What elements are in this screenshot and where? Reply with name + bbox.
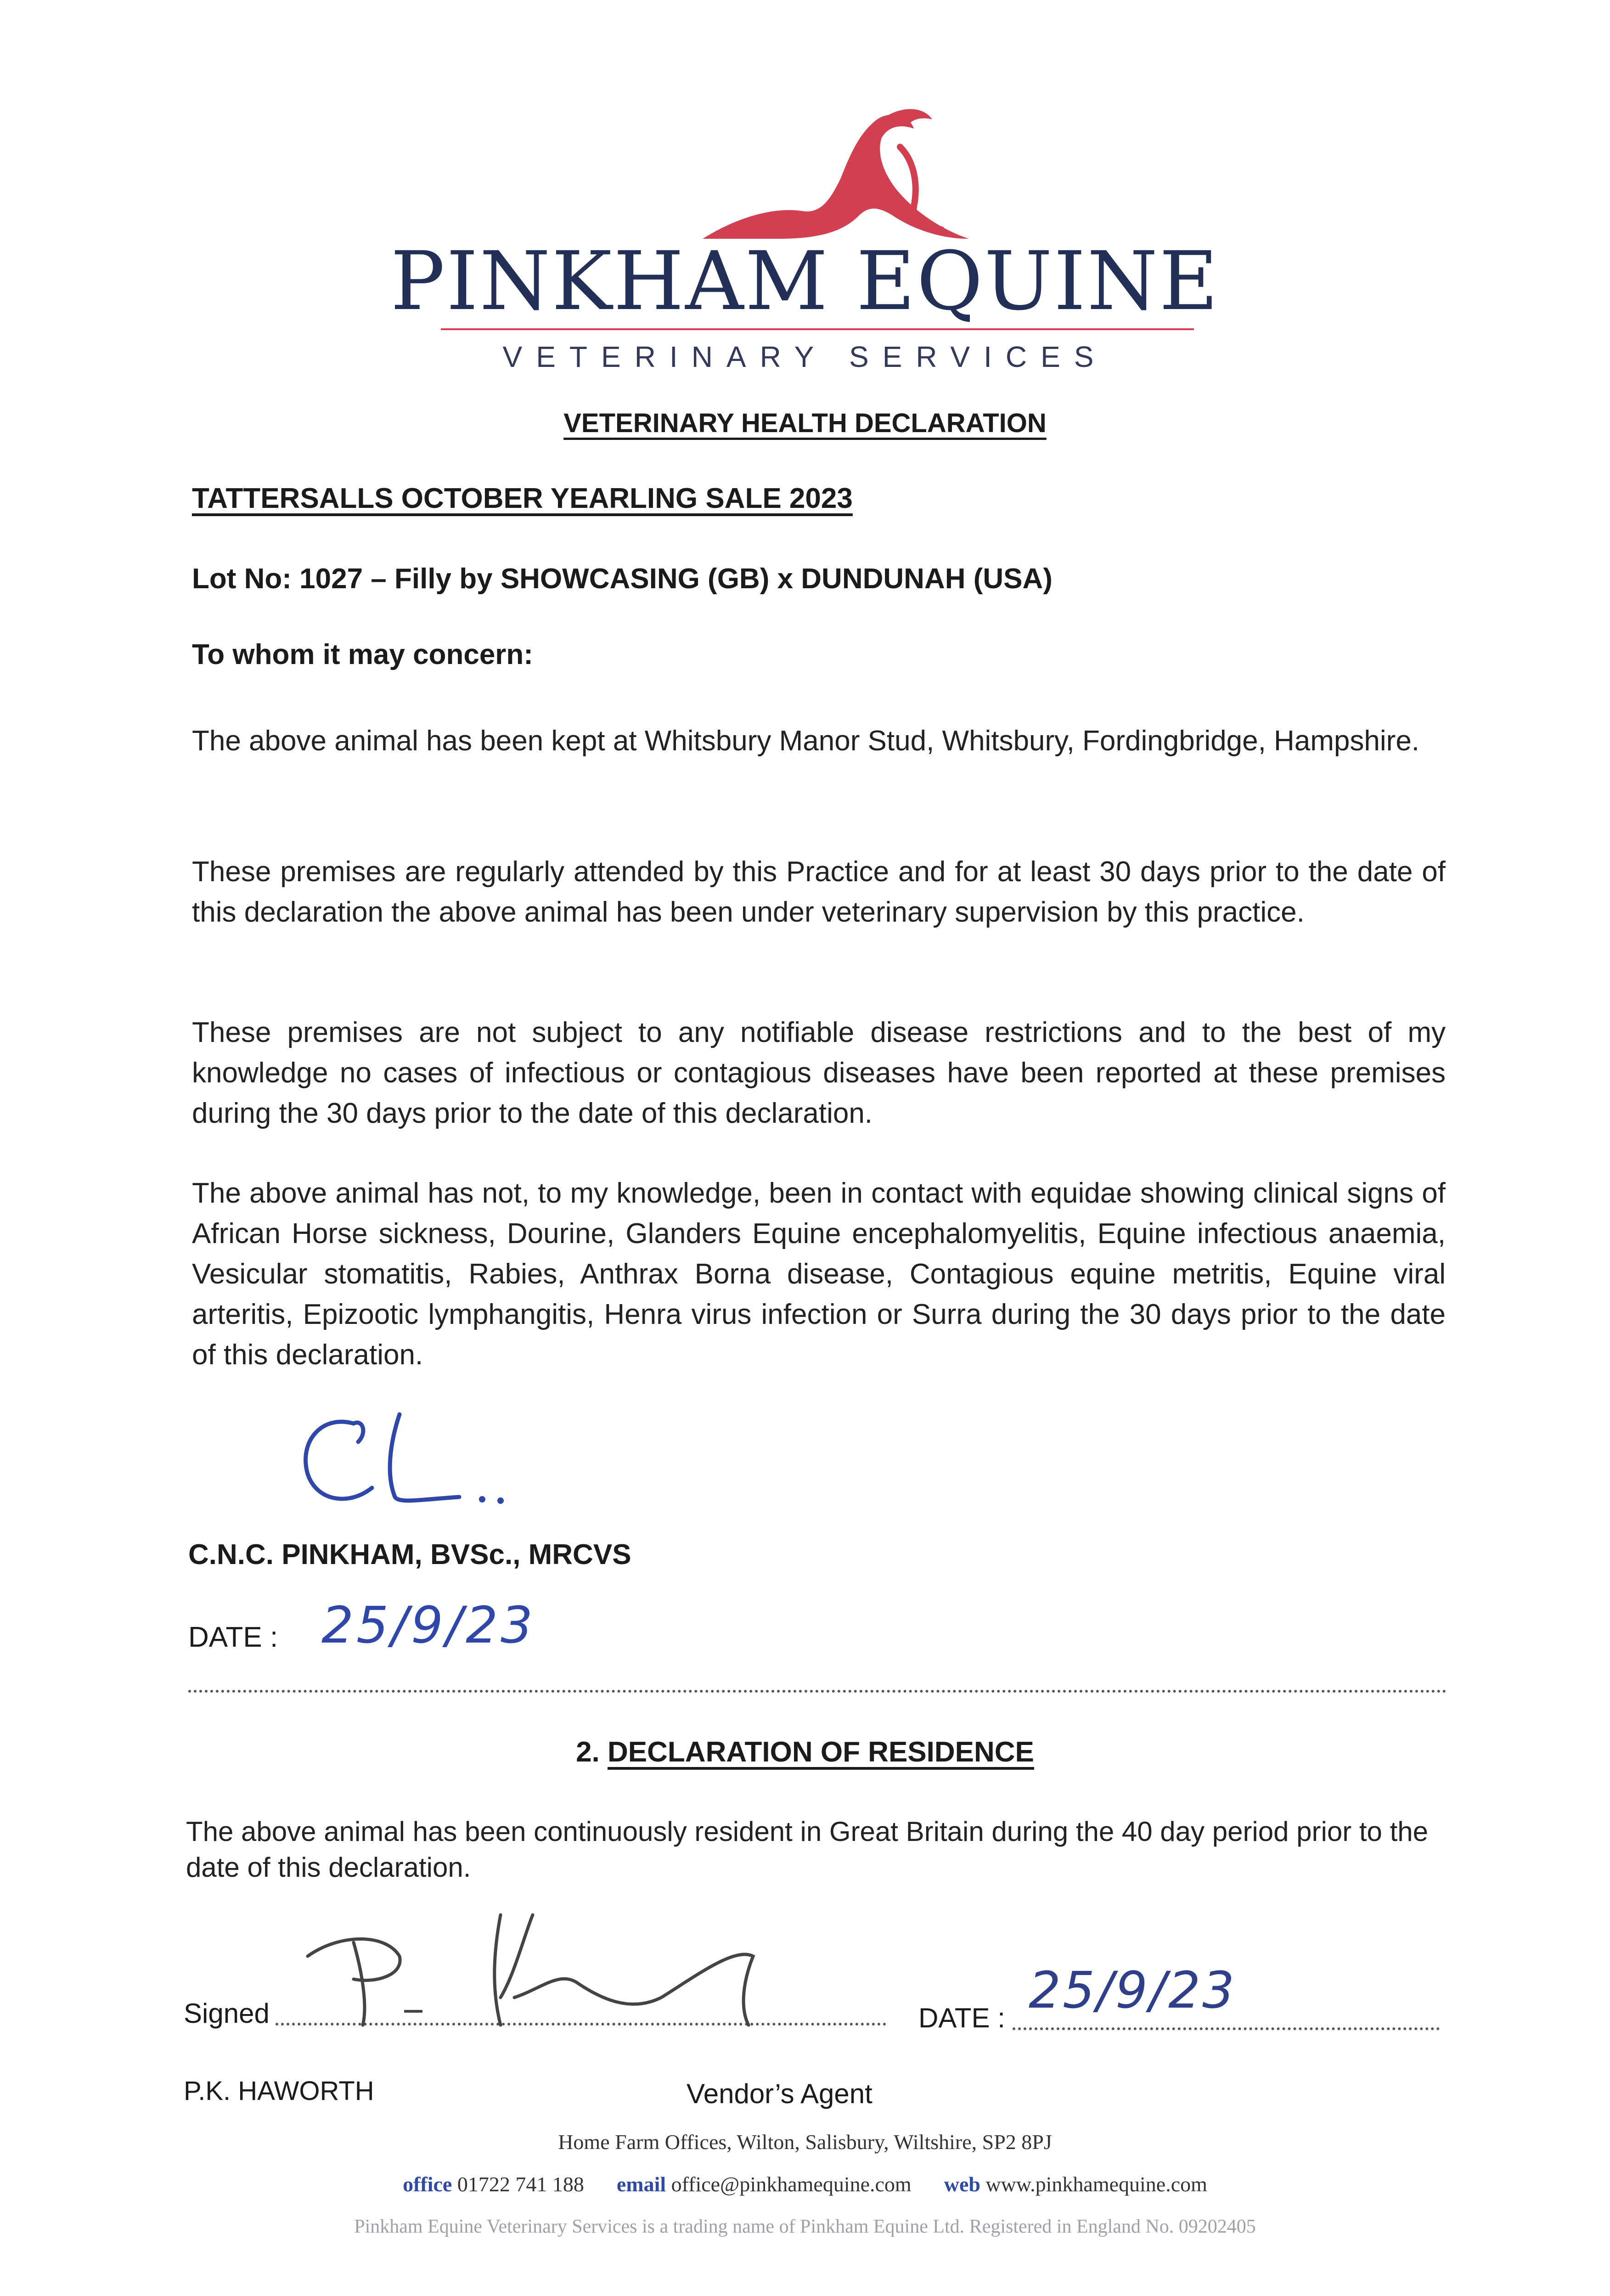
vet-name: C.N.C. PINKHAM, BVSc., MRCVS <box>188 1539 631 1570</box>
agent-role: Vendor’s Agent <box>687 2078 873 2109</box>
agent-name: P.K. HAWORTH <box>184 2076 374 2106</box>
section-divider <box>188 1690 1447 1693</box>
agent-date-handwritten: 25/9/23 <box>1029 1961 1237 2020</box>
residence-heading <box>0 1736 1610 1768</box>
greeting: To whom it may concern: <box>192 639 533 670</box>
vet-date-handwritten: 25/9/23 <box>321 1596 536 1654</box>
web-label: web <box>944 2172 980 2196</box>
agent-signature <box>285 1906 836 2043</box>
date-label: DATE : <box>188 1621 278 1653</box>
residence-number: 2. <box>576 1736 600 1768</box>
vet-signature <box>285 1405 542 1525</box>
paragraph-supervision: These premises are regularly attended by this Practice and for at least 30 days prior to the date of this declaration the above animal has been under veterinary supervision by this practice. <box>192 856 1446 928</box>
sale-title: TATTERSALLS OCTOBER YEARLING SALE 2023 <box>192 483 853 514</box>
email-label: email <box>616 2172 666 2196</box>
lot-line: Lot No: 1027 – Filly by SHOWCASING (GB) x DUNDUNAH (USA) <box>192 563 1053 595</box>
brand-name: PINKHAM EQUINE <box>390 234 1220 328</box>
web-link[interactable]: www.pinkhamequine.com <box>985 2172 1207 2196</box>
footer-registration: Pinkham Equine Veterinary Services is a trading name of Pinkham Equine Ltd. Registered in England No. 09202405 <box>354 2216 1256 2237</box>
signed-label: Signed <box>184 1998 270 2029</box>
email-link[interactable]: office@pinkhamequine.com <box>671 2172 912 2196</box>
residence-text: The above animal has been continuously resident in Great Britain during the 40 day period prior to the date of this declaration. <box>186 1816 1428 1883</box>
footer-contacts <box>0 2172 1610 2196</box>
brand-underline <box>441 328 1194 330</box>
footer-address: Home Farm Offices, Wilton, Salisbury, Wiltshire, SP2 8PJ <box>558 2130 1052 2154</box>
residence-title: DECLARATION OF RESIDENCE <box>608 1736 1034 1768</box>
brand-subtitle: VETERINARY SERVICES <box>502 340 1108 373</box>
office-label: office <box>403 2172 452 2196</box>
office-phone: 01722 741 188 <box>457 2172 584 2196</box>
paragraph-premises: The above animal has been kept at Whitsbury Manor Stud, Whitsbury, Fordingbridge, Hampshire. <box>192 725 1420 757</box>
document-title: VETERINARY HEALTH DECLARATION <box>563 408 1047 438</box>
paragraph-restrictions: These premises are not subject to any notifiable disease restrictions and to the best of my knowledge no cases of infectious or contagious diseases have been reported at these premises during the 30 days prior to the date of this declaration. <box>192 1017 1446 1129</box>
paragraph-contact: The above animal has not, to my knowledge, been in contact with equidae showing clinical signs of African Horse sickness, Dourine, Glanders Equine encephalomyelitis, Equine infectious anaemia, Vesicular stomatitis, Rabies, Anthrax Borna disease, Contagious equine metritis, Equine viral arteritis, Epizootic lymphangitis, Henra virus infection or Surra during the 30 days prior to the date of this declaration. <box>192 1177 1446 1371</box>
agent-date-label: DATE : <box>918 2003 1005 2033</box>
agent-date-line <box>1013 2027 1440 2030</box>
